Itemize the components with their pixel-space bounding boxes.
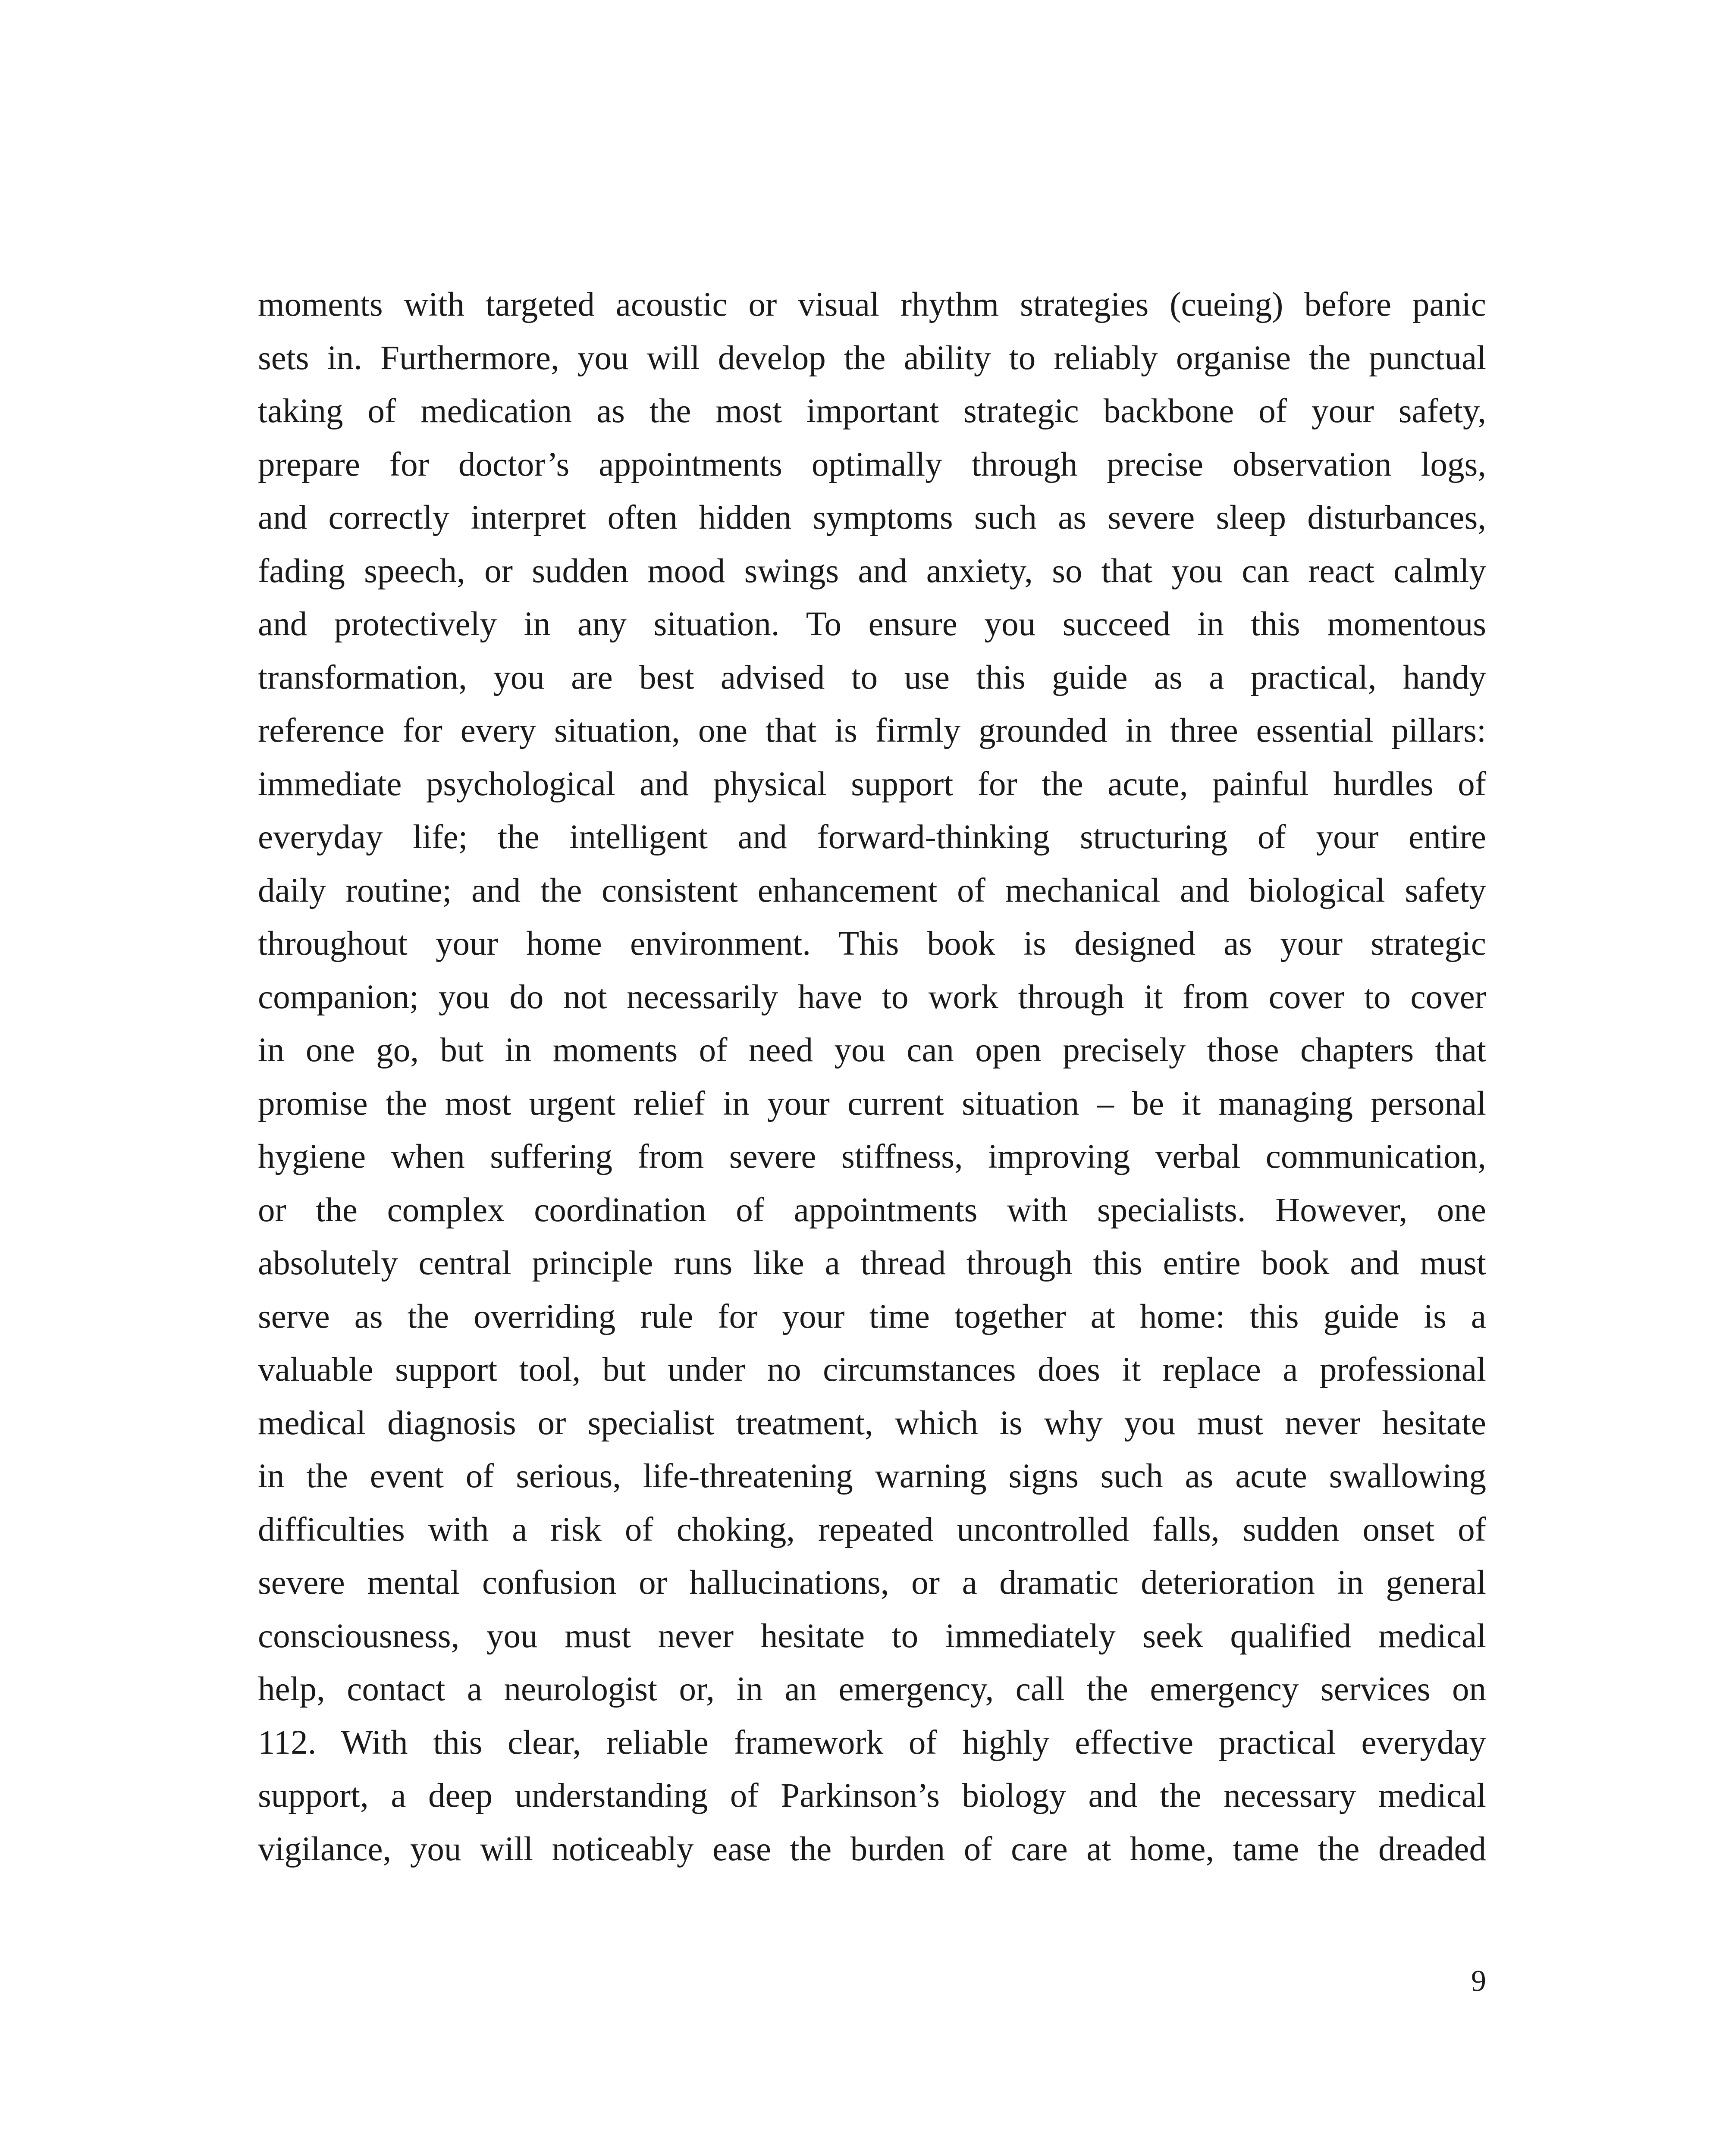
text-line: or the complex coordination of appointments with specialists. However, one bbox=[258, 1191, 1486, 1229]
text-line: promise the most urgent relief in your current situation – be it managing personal bbox=[258, 1084, 1486, 1122]
text-line: everyday life; the intelligent and forward-thinking structuring of your entire bbox=[258, 818, 1486, 856]
text-line: immediate psychological and physical support for the acute, painful hurdles of bbox=[258, 765, 1486, 803]
text-line: 112. With this clear, reliable framework of highly effective practical everyday bbox=[258, 1724, 1486, 1761]
text-line: and correctly interpret often hidden symptoms such as severe sleep disturbances, bbox=[258, 499, 1486, 536]
text-line: valuable support tool, but under no circumstances does it replace a professional bbox=[258, 1351, 1486, 1388]
text-line: hygiene when suffering from severe stiffness, improving verbal communication, bbox=[258, 1138, 1486, 1175]
text-line: vigilance, you will noticeably ease the burden of care at home, tame the dreaded bbox=[258, 1830, 1486, 1868]
text-line: sets in. Furthermore, you will develop the ability to reliably organise the punctual bbox=[258, 339, 1486, 377]
text-line: companion; you do not necessarily have to work through it from cover to cover bbox=[258, 978, 1486, 1016]
text-line: serve as the overriding rule for your time together at home: this guide is a bbox=[258, 1297, 1486, 1335]
text-line: taking of medication as the most important strategic backbone of your safety, bbox=[258, 392, 1486, 430]
text-line: and protectively in any situation. To ensure you succeed in this momentous bbox=[258, 605, 1486, 643]
text-line: prepare for doctor’s appointments optimally through precise observation logs, bbox=[258, 445, 1486, 483]
text-line: transformation, you are best advised to use this guide as a practical, handy bbox=[258, 658, 1486, 696]
page-number: 9 bbox=[1471, 1965, 1486, 1998]
text-line: reference for every situation, one that is firmly grounded in three essential pillars: bbox=[258, 712, 1486, 749]
text-line: absolutely central principle runs like a thread through this entire book and must bbox=[258, 1244, 1486, 1282]
text-line: fading speech, or sudden mood swings and anxiety, so that you can react calmly bbox=[258, 552, 1486, 590]
text-line: daily routine; and the consistent enhancement of mechanical and biological safety bbox=[258, 871, 1486, 909]
text-line: consciousness, you must never hesitate to immediately seek qualified medical bbox=[258, 1617, 1486, 1655]
text-line: support, a deep understanding of Parkinson’s biology and the necessary medical bbox=[258, 1777, 1486, 1814]
text-line: moments with targeted acoustic or visual rhythm strategies (cueing) before panic bbox=[258, 286, 1486, 323]
body-paragraph bbox=[258, 278, 1486, 1876]
text-line: help, contact a neurologist or, in an emergency, call the emergency services on bbox=[258, 1670, 1486, 1708]
text-line: throughout your home environment. This book is designed as your strategic bbox=[258, 925, 1486, 962]
text-line: in the event of serious, life-threatening warning signs such as acute swallowing bbox=[258, 1457, 1486, 1495]
text-line: medical diagnosis or specialist treatment, which is why you must never hesitate bbox=[258, 1404, 1486, 1442]
text-line: in one go, but in moments of need you can open precisely those chapters that bbox=[258, 1031, 1486, 1069]
text-line: severe mental confusion or hallucinations, or a dramatic deterioration in general bbox=[258, 1564, 1486, 1601]
text-line: difficulties with a risk of choking, repeated uncontrolled falls, sudden onset of bbox=[258, 1510, 1486, 1548]
